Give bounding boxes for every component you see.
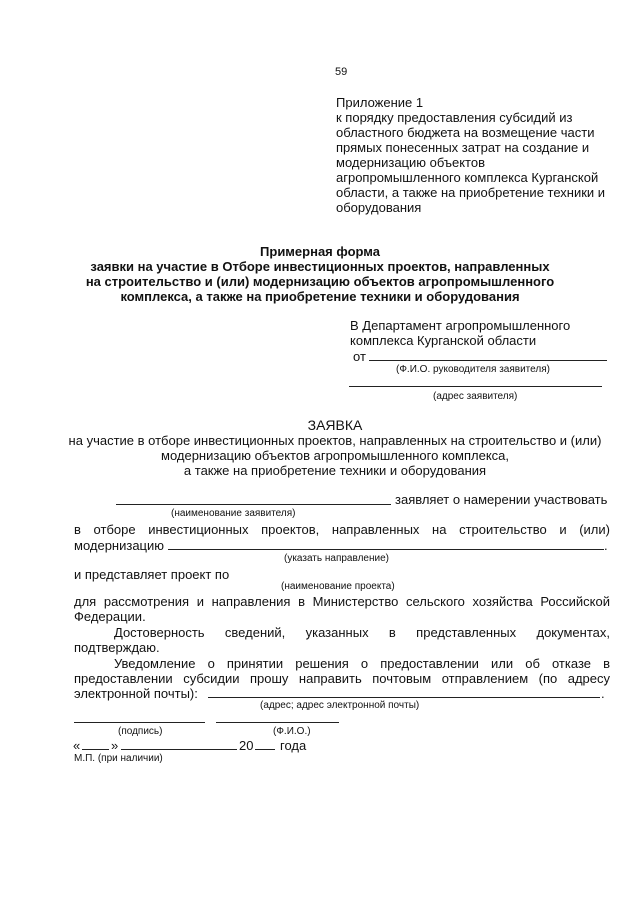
notice-line: предоставлении субсидии прошу направить почтовым отправлением (по адресу: [74, 671, 610, 686]
direction-end-mark: .: [604, 538, 608, 553]
form-title: [60, 244, 580, 304]
application-heading-block: [60, 417, 610, 478]
applicant-name-field[interactable]: [116, 504, 391, 505]
appendix-line: к порядку предоставления субсидий из: [336, 110, 573, 125]
head-name-caption: (Ф.И.О. руководителя заявителя): [396, 364, 550, 375]
direction-caption: (указать направление): [284, 553, 389, 564]
page-number: 59: [335, 66, 348, 78]
appendix-block: [336, 95, 616, 215]
appendix-line: модернизацию объектов: [336, 155, 486, 170]
applicant-address-caption: (адрес заявителя): [433, 391, 518, 402]
signature-field[interactable]: [74, 722, 205, 723]
direction-field[interactable]: [168, 549, 604, 550]
addressee-line: В Департамент агропромышленного: [350, 318, 571, 333]
date-close-quote: »: [111, 738, 119, 753]
from-label: от: [353, 349, 366, 364]
declares-text: заявляет о намерении участвовать: [395, 492, 608, 507]
month-field[interactable]: [121, 749, 237, 750]
email-caption: (адрес; адрес электронной почты): [260, 700, 420, 711]
reliability-line-end: подтверждаю.: [74, 640, 160, 655]
selection-line: в отборе инвестиционных проектов, направленных на строительство и (или): [74, 522, 610, 537]
application-line: модернизацию объектов агропромышленного комплекса,: [161, 448, 509, 463]
email-field[interactable]: [208, 697, 600, 698]
appendix-line: агропромышленного комплекса Курганской: [336, 170, 599, 185]
modernization-text: модернизацию: [74, 538, 165, 553]
year-prefix: 20: [239, 738, 254, 753]
presents-project-text: и представляет проект по: [74, 567, 230, 582]
notice-line: Уведомление о принятии решения о предоставлении или об отказе в: [114, 656, 610, 671]
applicant-address-field[interactable]: [349, 386, 602, 387]
signature-caption: (подпись): [118, 726, 163, 737]
head-name-field[interactable]: [369, 360, 607, 361]
form-title-line: на строительство и (или) модернизацию объектов агропромышленного: [85, 274, 555, 289]
project-caption: (наименование проекта): [281, 581, 395, 592]
form-title-line: заявки на участие в Отборе инвестиционных проектов, направленных: [90, 259, 550, 274]
stamp-note: М.П. (при наличии): [74, 753, 163, 764]
application-line: на участие в отборе инвестиционных проектов, направленных на строительство и (или): [68, 433, 602, 448]
year-suffix: года: [280, 738, 307, 753]
application-line: а также на приобретение техники и оборудования: [183, 463, 487, 478]
appendix-line: оборудования: [336, 200, 422, 215]
addressee-block: [350, 318, 610, 348]
signer-name-field[interactable]: [216, 722, 339, 723]
ministry-line-end: Федерации.: [74, 609, 146, 624]
applicant-name-caption: (наименование заявителя): [171, 508, 296, 519]
ministry-line: для рассмотрения и направления в Министерство сельского хозяйства Российской: [74, 594, 610, 609]
reliability-line: Достоверность сведений, указанных в представленных документах,: [114, 625, 610, 640]
form-title-line: комплекса, а также на приобретение техники и оборудования: [120, 289, 520, 304]
date-open-quote: «: [73, 738, 81, 753]
addressee-line: комплекса Курганской области: [350, 333, 537, 348]
form-title-line: Примерная форма: [260, 244, 380, 259]
signer-name-caption: (Ф.И.О.): [273, 726, 311, 737]
appendix-line: области, а также на приобретение техники и: [336, 185, 606, 200]
notice-end-mark: .: [601, 686, 605, 701]
application-heading: ЗАЯВКА: [307, 417, 363, 433]
day-field[interactable]: [82, 749, 109, 750]
appendix-title: Приложение 1: [336, 95, 424, 110]
notice-line: электронной почты):: [74, 686, 198, 701]
appendix-line: областного бюджета на возмещение части: [336, 125, 595, 140]
year-field[interactable]: [255, 749, 275, 750]
appendix-line: прямых понесенных затрат на создание и: [336, 140, 590, 155]
